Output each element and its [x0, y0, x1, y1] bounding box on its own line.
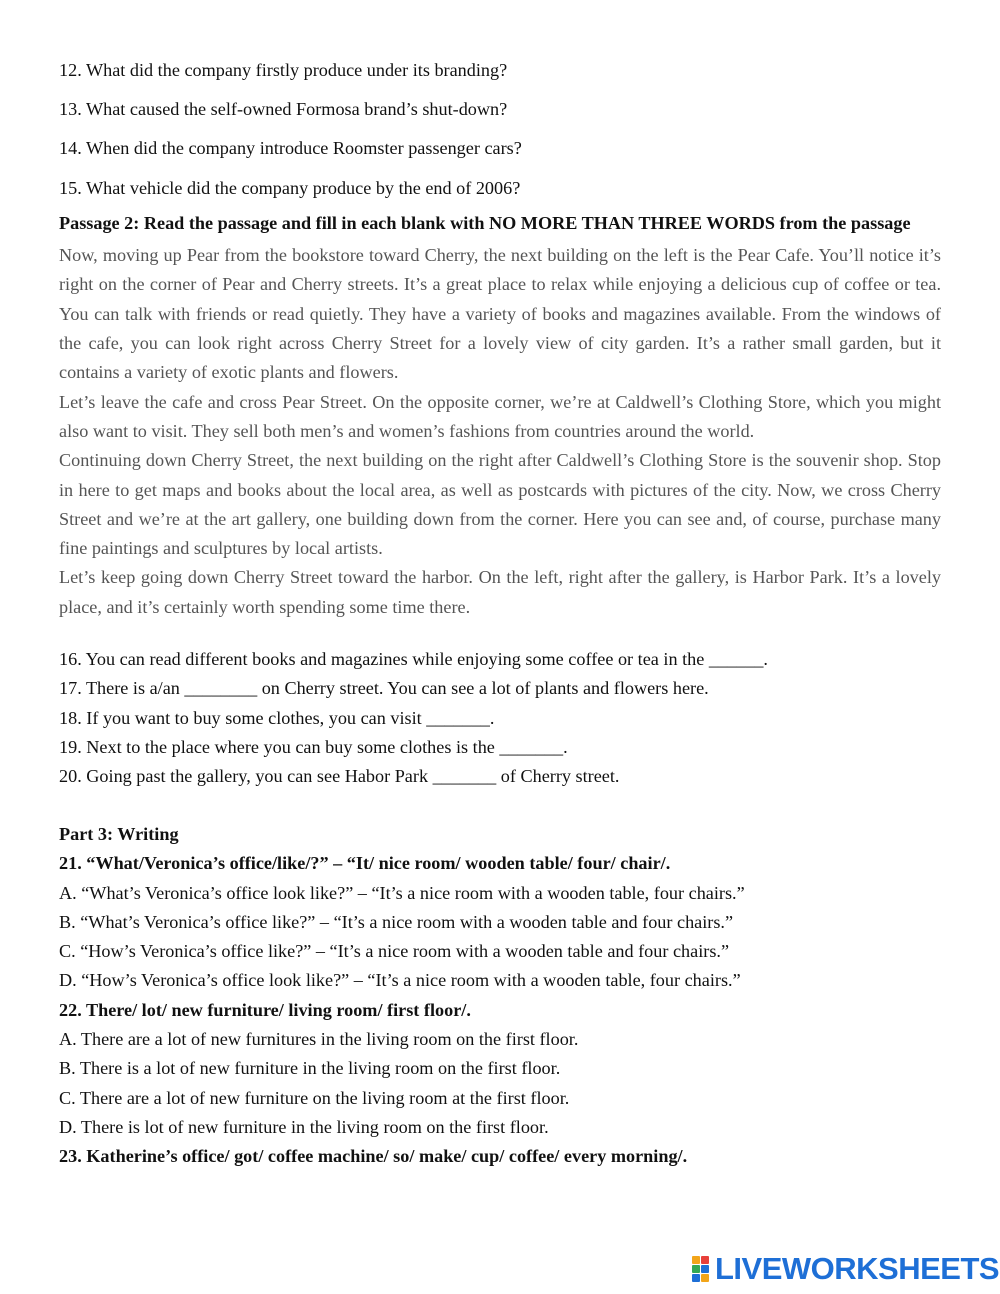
- question-22-option-a: A. There are a lot of new furnitures in the living room on the first floor.: [59, 1029, 579, 1050]
- liveworksheets-logo[interactable]: [692, 1253, 999, 1285]
- passage-paragraph-4: Let’s keep going down Cherry Street toward the harbor. On the left, right after the gallery, is Harbor Park. It’s a lovely place, and it’s certainly worth spending some time there.: [59, 567, 941, 617]
- question-20: 20. Going past the gallery, you can see Habor Park _______ of Cherry street.: [59, 766, 620, 787]
- question-21-option-a: A. “What’s Veronica’s office look like?” – “It’s a nice room with a wooden table, four chairs.”: [59, 882, 745, 903]
- question-21-option-c: C. “How’s Veronica’s office like?” – “It’s a nice room with a wooden table and four chairs.”: [59, 941, 730, 962]
- worksheet-page: [59, 56, 941, 1172]
- question-14: 14. When did the company introduce Roomster passenger cars?: [59, 138, 522, 159]
- passage-paragraph-3: Continuing down Cherry Street, the next building on the right after Caldwell’s Clothing Store is the souvenir shop. Stop in here to get maps and books about the local area, as well as postcards with pictures of the city. Now, we cross Cherry Street and we’re at the art gallery, one building down from the corner. Here you can see and, of course, purchase many fine paintings and sculptures by local artists.: [59, 450, 941, 559]
- question-22-option-b: B. There is a lot of new furniture in the living room on the first floor.: [59, 1058, 561, 1079]
- question-13: 13. What caused the self-owned Formosa brand’s shut-down?: [59, 99, 508, 120]
- passage-2-text: [59, 241, 941, 622]
- part-3-title: Part 3: Writing: [59, 824, 179, 844]
- liveworksheets-logo-icon: [692, 1256, 710, 1282]
- question-22-prompt: 22. There/ lot/ new furniture/ living room/ first floor/.: [59, 999, 471, 1020]
- question-16: 16. You can read different books and magazines while enjoying some coffee or tea in the ______.: [59, 649, 768, 670]
- liveworksheets-logo-text: LIVEWORKSHEETS: [715, 1251, 1000, 1286]
- question-22-option-c: C. There are a lot of new furniture on the living room at the first floor.: [59, 1087, 570, 1108]
- question-19: 19. Next to the place where you can buy some clothes is the _______.: [59, 736, 568, 757]
- question-23-prompt: 23. Katherine’s office/ got/ coffee machine/ so/ make/ cup/ coffee/ every morning/.: [59, 1146, 688, 1167]
- question-15: 15. What vehicle did the company produce by the end of 2006?: [59, 177, 521, 198]
- question-17: 17. There is a/an ________ on Cherry street. You can see a lot of plants and flowers here.: [59, 678, 709, 699]
- question-21-prompt: 21. “What/Veronica’s office/like/?” – “It/ nice room/ wooden table/ four/ chair/.: [59, 853, 671, 874]
- question-22-option-d: D. There is lot of new furniture in the living room on the first floor.: [59, 1116, 549, 1137]
- passage-2-heading: Passage 2: Read the passage and fill in each blank with NO MORE THAN THREE WORDS from the passage: [59, 212, 911, 233]
- question-18: 18. If you want to buy some clothes, you can visit _______.: [59, 707, 495, 728]
- question-21-option-d: D. “How’s Veronica’s office look like?” – “It’s a nice room with a wooden table, four chairs.”: [59, 970, 741, 991]
- passage-paragraph-2: Let’s leave the cafe and cross Pear Street. On the opposite corner, we’re at Caldwell’s Clothing Store, which you might also want to visit. They sell both men’s and women’s fashions from countries around the world.: [59, 391, 941, 441]
- question-21-option-b: B. “What’s Veronica’s office like?” – “It’s a nice room with a wooden table and four chairs.”: [59, 911, 734, 932]
- passage-paragraph-1: Now, moving up Pear from the bookstore toward Cherry, the next building on the left is the Pear Cafe. You’ll notice it’s right on the corner of Pear and Cherry streets. It’s a great place to relax while enjoying a delicious cup of coffee or tea. You can talk with friends or read quietly. They have a variety of books and magazines available. From the windows of the cafe, you can look right across Cherry Street for a lovely view of city garden. It’s a rather small garden, but it contains a variety of exotic plants and flowers.: [59, 245, 941, 383]
- question-12: 12. What did the company firstly produce under its branding?: [59, 60, 508, 80]
